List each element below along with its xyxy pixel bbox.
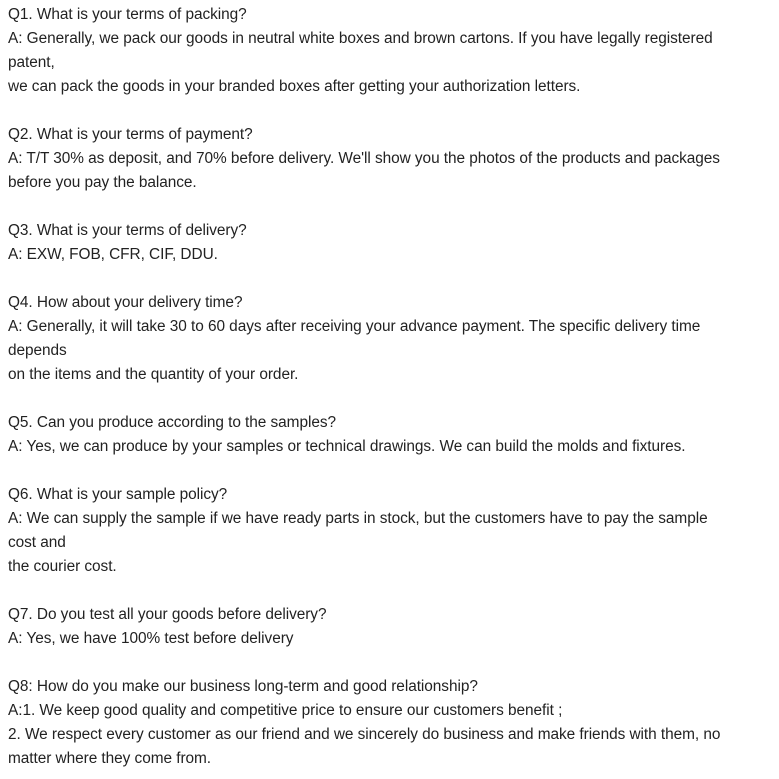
faq-question: Q3. What is your terms of delivery? [8, 222, 247, 239]
faq-question: Q7. Do you test all your goods before delivery? [8, 606, 327, 623]
faq-answer-line: A: We can supply the sample if we have ready parts in stock, but the customers have to pay the sample [8, 510, 708, 527]
faq-answer-line: before you pay the balance. [8, 174, 197, 191]
faq-question: Q6. What is your sample policy? [8, 486, 228, 503]
faq-answer-line: A:1. We keep good quality and competitive price to ensure our customers benefit ; [8, 702, 563, 719]
faq-item-q8 [8, 675, 773, 771]
faq-answer-line: A: EXW, FOB, CFR, CIF, DDU. [8, 246, 218, 263]
faq-answer-line: patent, [8, 54, 55, 71]
faq-answer-line: cost and [8, 534, 66, 551]
faq-answer-line: A: Yes, we have 100% test before delivery [8, 630, 294, 647]
faq-item-q3 [8, 219, 773, 267]
faq-answer-line: A: Yes, we can produce by your samples or technical drawings. We can build the molds and fixtures. [8, 438, 686, 455]
faq-question: Q5. Can you produce according to the samples? [8, 414, 336, 431]
faq-item-q1 [8, 3, 773, 99]
faq-answer-line: A: Generally, we pack our goods in neutral white boxes and brown cartons. If you have legally registered [8, 30, 713, 47]
faq-item-q7 [8, 603, 773, 651]
faq-answer-line: on the items and the quantity of your order. [8, 366, 299, 383]
faq-answer-line: depends [8, 342, 67, 359]
faq-answer-line: 2. We respect every customer as our friend and we sincerely do business and make friends with them, no [8, 726, 721, 743]
faq-question: Q8: How do you make our business long-term and good relationship? [8, 678, 478, 695]
faq-question: Q4. How about your delivery time? [8, 294, 243, 311]
faq-question: Q2. What is your terms of payment? [8, 126, 253, 143]
faq-item-q6 [8, 483, 773, 579]
faq-item-q2 [8, 123, 773, 195]
faq-answer-line: the courier cost. [8, 558, 117, 575]
faq-answer-line: we can pack the goods in your branded boxes after getting your authorization letters. [8, 78, 581, 95]
faq-answer-line: A: T/T 30% as deposit, and 70% before delivery. We'll show you the photos of the products and packages [8, 150, 720, 167]
faq-answer-line: A: Generally, it will take 30 to 60 days after receiving your advance payment. The specific delivery time [8, 318, 701, 335]
faq-item-q4 [8, 291, 773, 387]
faq-item-q5 [8, 411, 773, 459]
faq-answer-line: matter where they come from. [8, 750, 212, 767]
faq-question: Q1. What is your terms of packing? [8, 6, 247, 23]
faq-list [8, 3, 773, 771]
